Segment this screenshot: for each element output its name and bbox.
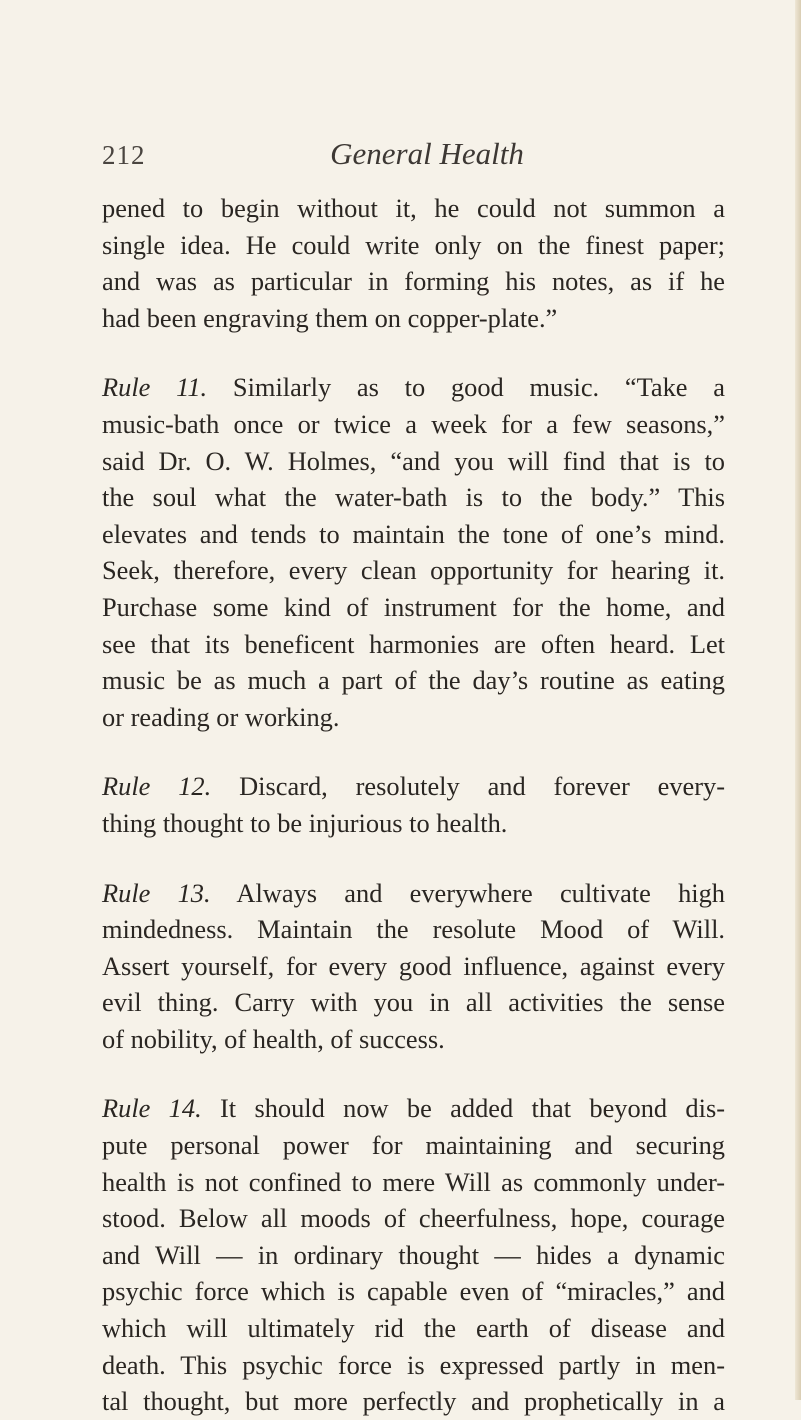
text-line — [102, 1090, 725, 1127]
text-line: and Will — in ordinary thought — hides a dynamic — [102, 1239, 725, 1270]
text-line: health is not confined to mere Will as commonly under- — [102, 1166, 725, 1197]
text-line: which will ultimately rid the earth of disease and — [102, 1313, 725, 1344]
text-run: Discard, resolutely and forever every- — [211, 771, 726, 802]
text-line: death. This psychic force is expressed partly in men- — [102, 1349, 725, 1380]
page-number: 212 — [102, 140, 146, 170]
text-run: It should now be added that beyond dis- — [201, 1093, 725, 1124]
paragraph-rule-11 — [102, 369, 725, 735]
text-line: thing thought to be injurious to health. — [102, 807, 508, 838]
text-line: or reading or working. — [102, 701, 340, 732]
running-title: General Health — [330, 136, 524, 171]
text-run: Similarly as to good music. “Take a — [207, 372, 725, 403]
text-line: the soul what the water-bath is to the body.” This — [102, 482, 725, 513]
page-edge — [795, 0, 801, 1400]
text-line — [102, 875, 725, 912]
text-line: tal thought, but more perfectly and prophetically in a — [102, 1386, 725, 1417]
text-line: Purchase some kind of instrument for the home, and — [102, 591, 725, 622]
rule-label: Rule 11. — [102, 372, 208, 403]
text-line: had been engraving them on copper-plate.” — [102, 302, 558, 333]
rule-label: Rule 12. — [102, 771, 212, 802]
text-line: evil thing. Carry with you in all activities the sense — [102, 987, 725, 1018]
text-line: said Dr. O. W. Holmes, “and you will find that is to — [102, 445, 725, 476]
text-line: psychic force which is capable even of “miracles,” and — [102, 1276, 725, 1307]
page-header — [102, 126, 722, 172]
paragraph-rule-12 — [102, 768, 725, 841]
text-line — [102, 768, 725, 805]
text-line: mindedness. Maintain the resolute Mood of Will. — [102, 914, 725, 945]
text-line: and was as particular in forming his notes, as if he — [102, 266, 725, 297]
text-run: Always and everywhere cultivate high — [210, 877, 725, 908]
body-text — [102, 190, 725, 1420]
text-line: see that its beneficent harmonies are often heard. Let — [102, 628, 725, 659]
text-line: pute personal power for maintaining and securing — [102, 1130, 725, 1161]
paragraph — [102, 190, 725, 336]
text-line: Assert yourself, for every good influence, against every — [102, 950, 725, 981]
paragraph-rule-14 — [102, 1090, 725, 1419]
text-line: stood. Below all moods of cheerfulness, hope, courage — [102, 1203, 725, 1234]
rule-label: Rule 13. — [102, 877, 211, 908]
paragraph-rule-13 — [102, 875, 725, 1058]
text-line: single idea. He could write only on the finest paper; — [102, 229, 725, 260]
text-line: elevates and tends to maintain the tone of one’s mind. — [102, 518, 725, 549]
text-line: music-bath once or twice a week for a few seasons,” — [102, 408, 725, 439]
rule-label: Rule 14. — [102, 1093, 202, 1124]
text-line — [102, 369, 725, 406]
text-line: music be as much a part of the day’s routine as eating — [102, 665, 725, 696]
text-line: pened to begin without it, he could not summon a — [102, 193, 725, 223]
text-line: Seek, therefore, every clean opportunity for hearing it. — [102, 555, 725, 586]
text-line: of nobility, of health, of success. — [102, 1023, 445, 1054]
